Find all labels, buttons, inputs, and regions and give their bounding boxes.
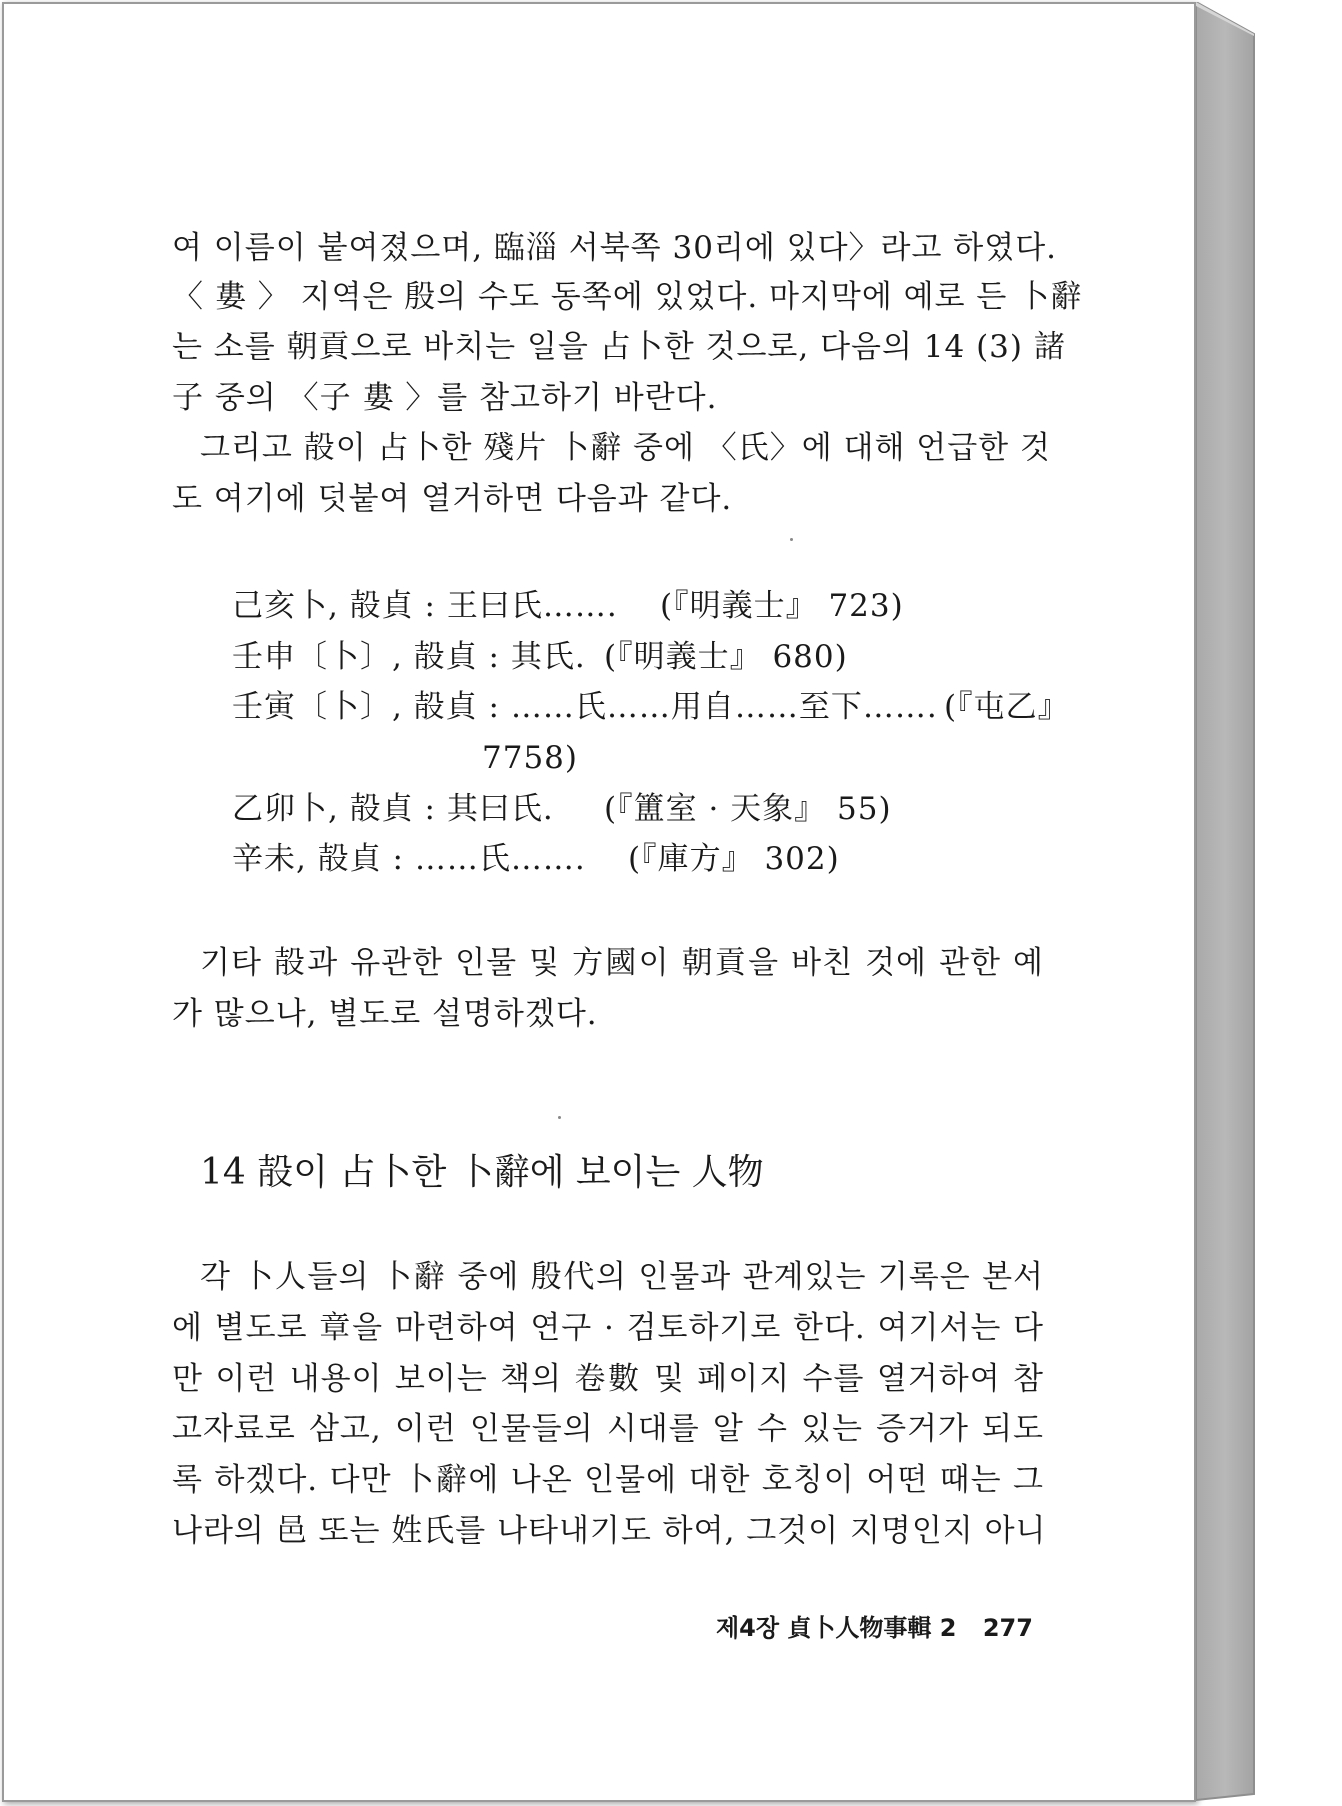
paragraph-4-line-5: 록 하겠다. 다만 卜辭에 나온 인물에 대한 호칭이 어떤 때는 그	[172, 1462, 1044, 1498]
paragraph-4-line-4: 고자료로 삼고, 이런 인물들의 시대를 알 수 있는 증거가 되도	[172, 1411, 1044, 1447]
example-2	[232, 637, 848, 677]
page-edge-graphic	[1196, 2, 1340, 1802]
paragraph-2-line-2: 도 여기에 덧붙여 열거하면 다음과 같다.	[172, 481, 733, 517]
example-3	[232, 687, 1070, 727]
example-3-text: 壬寅〔卜〕, 㱿貞 : ……氏……用自……至下…….	[232, 689, 938, 725]
example-4-source: (『簠室 · 天象』 55)	[604, 791, 892, 827]
example-5	[232, 839, 840, 879]
book-page-edge	[1196, 2, 1340, 1802]
example-4	[232, 789, 892, 829]
example-2-text: 壬申〔卜〕, 㱿貞 : 其氏.	[232, 639, 586, 675]
print-speck	[790, 538, 793, 541]
example-1-text: 己亥卜, 㱿貞 : 王曰氏…….	[232, 588, 618, 624]
example-1-source: (『明義士』 723)	[660, 588, 904, 624]
paragraph-3-line-1: 기타 㱿과 유관한 인물 및 方國이 朝貢을 바친 것에 관한 예	[200, 945, 1044, 981]
paragraph-4-line-1: 각 卜人들의 卜辭 중에 殷代의 인물과 관계있는 기록은 본서	[200, 1259, 1044, 1295]
paragraph-4-line-3: 만 이런 내용이 보이는 책의 卷數 및 페이지 수를 열거하여 참	[172, 1361, 1044, 1397]
section-heading: 14 㱿이 占卜한 卜辭에 보이는 人物	[200, 1152, 764, 1193]
example-2-source: (『明義士』 680)	[604, 639, 848, 675]
example-3-source: (『屯乙』	[944, 689, 1070, 725]
example-5-text: 辛未, 㱿貞 : ……氏…….	[232, 841, 586, 877]
example-3-continuation: 7758)	[482, 740, 578, 776]
paragraph-2-line-1: 그리고 㱿이 占卜한 殘片 卜辭 중에 〈氏〉에 대해 언급한 것	[200, 430, 1051, 466]
print-speck	[558, 1116, 561, 1119]
paragraph-3-line-2: 가 많으나, 별도로 설명하겠다.	[172, 996, 598, 1032]
book-page	[2, 2, 1196, 1802]
page-footer	[716, 1608, 1033, 1643]
page-number: 277	[982, 1614, 1033, 1642]
paragraph-1-line-1: 여 이름이 붙여졌으며, 臨淄 서북쪽 30리에 있다〉라고 하였다.	[172, 230, 1057, 266]
example-5-source: (『庫方』 302)	[628, 841, 840, 877]
example-1	[232, 586, 904, 626]
paragraph-1-line-2: 〈 婁 〉 지역은 殷의 수도 동쪽에 있었다. 마지막에 예로 든 卜辭	[172, 279, 1083, 315]
paragraph-4-line-6: 나라의 邑 또는 姓氏를 나타내기도 하여, 그것이 지명인지 아니	[172, 1513, 1047, 1549]
paragraph-4-line-2: 에 별도로 章을 마련하여 연구 · 검토하기로 한다. 여기서는 다	[172, 1310, 1044, 1346]
chapter-running-title: 제4장 貞卜人物事輯 2	[716, 1614, 957, 1642]
paragraph-1-line-3: 는 소를 朝貢으로 바치는 일을 占卜한 것으로, 다음의 14 (3) 諸	[172, 329, 1066, 365]
paragraph-1-line-4: 子 중의 〈子 婁 〉를 참고하기 바란다.	[172, 380, 718, 416]
example-4-text: 乙卯卜, 㱿貞 : 其曰氏.	[232, 791, 554, 827]
